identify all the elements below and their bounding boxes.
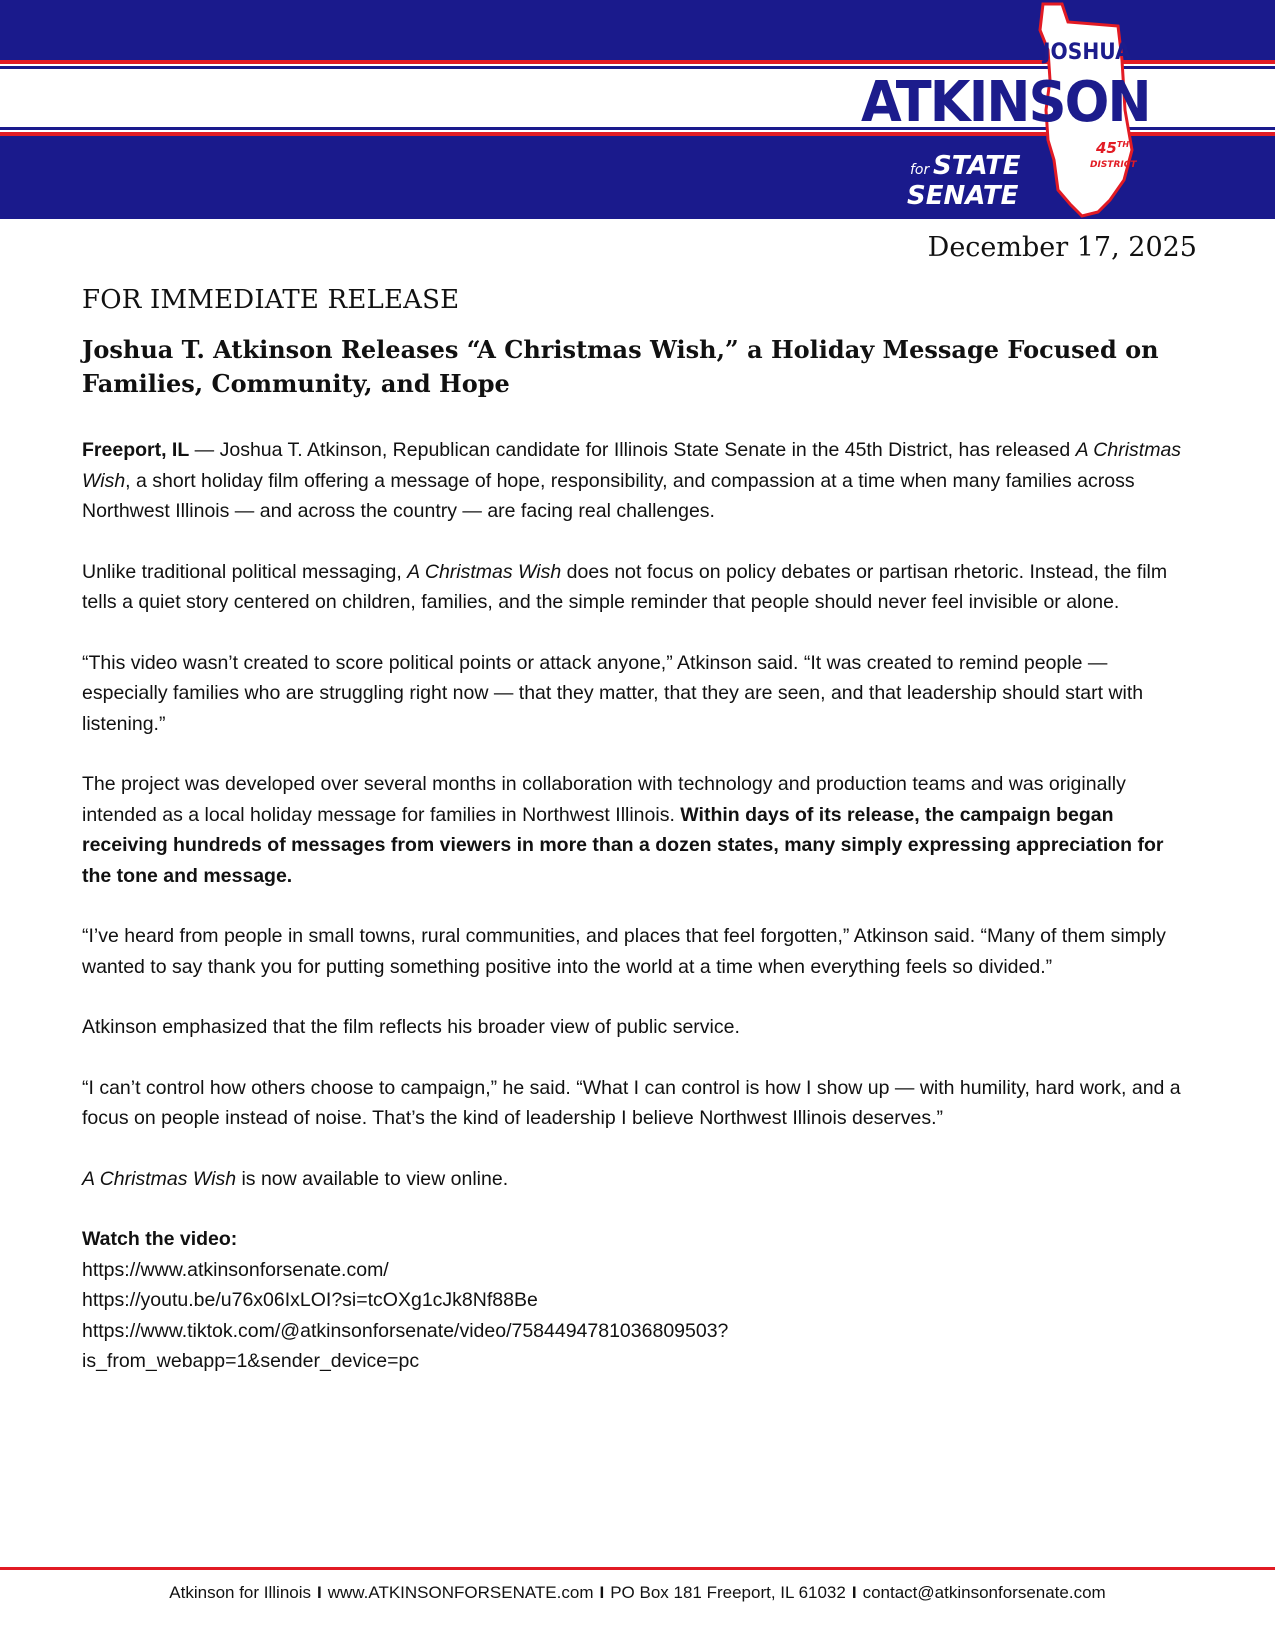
footer-separator: I <box>599 1583 605 1602</box>
logo-district-number: 45TH <box>1096 139 1130 157</box>
link-tiktok[interactable]: https://www.tiktok.com/@atkinsonforsenate/video/7584494781036809503? <box>82 1319 729 1342</box>
logo-state: STATE <box>933 151 1021 181</box>
release-label: FOR IMMEDIATE RELEASE <box>82 285 460 315</box>
header-banner <box>0 0 1275 219</box>
dateline: Freeport, IL <box>82 439 190 461</box>
footer-website[interactable]: www.ATKINSONFORSENATE.com <box>327 1583 594 1602</box>
paragraph-4: The project was developed over several months in collaboration with technology and production teams and was originally intended as a local holiday message for families in Northwest Illinois. Within days of its release, the campaign began receiving hundreds of messages from viewers in more than a dozen states, many simply expressing appreciation for the tone and message. <box>82 773 1164 887</box>
paragraph-5: “I’ve heard from people in small towns, rural communities, and places that feel forgotten,” Atkinson said. “Many of them simply wanted to say thank you for putting something positive into the world at a time when everything feels so divided.” <box>82 925 1166 978</box>
release-date: December 17, 2025 <box>927 232 1197 263</box>
watch-video-label: Watch the video: <box>82 1228 238 1250</box>
highlighted-text: Within days of its release, the campaign began receiving hundreds of messages from viewers in more than a dozen states, many simply expressing appreciation for the tone and message. <box>82 803 1164 887</box>
logo-district-label: DISTRICT <box>1090 160 1137 170</box>
paragraph-1: Freeport, IL — Joshua T. Atkinson, Republican candidate for Illinois State Senate in the 45th District, has released A Christmas Wish, a short holiday film offering a message of hope, responsibility, and compassion at a time when many families across Northwest Illinois — and across the country — are facing real challenges. <box>82 439 1182 522</box>
link-website[interactable]: https://www.atkinsonforsenate.com/ <box>82 1258 389 1281</box>
link-tiktok-continued[interactable]: is_from_webapp=1&sender_device=pc <box>82 1350 420 1372</box>
paragraph-6: Atkinson emphasized that the film reflects his broader view of public service. <box>82 1016 740 1038</box>
press-release-body <box>82 435 1192 1377</box>
logo-for: for <box>910 162 930 178</box>
paragraph-3: “This video wasn’t created to score political points or attack anyone,” Atkinson said. “It was created to remind people — especially families who are struggling right now — that they matter, that they are seen, and that leadership should start with listening.” <box>82 651 1144 735</box>
film-title: A Christmas Wish <box>82 1167 237 1190</box>
link-youtube[interactable]: https://youtu.be/u76x06IxLOI?si=tcOXg1cJk8Nf88Be <box>82 1289 538 1311</box>
logo-senate: SENATE <box>907 181 1019 211</box>
film-title: A Christmas Wish <box>407 560 562 583</box>
paragraph-7: “I can’t control how others choose to campaign,” he said. “What I can control is how I show up — with humility, hard work, and a focus on people instead of noise. That’s the kind of leadership I believe Northwest Illinois deserves.” <box>82 1076 1181 1129</box>
headline: Joshua T. Atkinson Releases “A Christmas Wish,” a Holiday Message Focused on Families, Community, and Hope <box>82 335 1159 398</box>
footer-org: Atkinson for Illinois <box>169 1583 312 1602</box>
paragraph-2: Unlike traditional political messaging, A Christmas Wish does not focus on policy debates or partisan rhetoric. Instead, the film tells a quiet story centered on children, families, and the simple reminder that people should never feel invisible or alone. <box>82 560 1168 613</box>
footer <box>0 1583 1275 1603</box>
footer-separator: I <box>317 1583 322 1602</box>
footer-email[interactable]: contact@atkinsonforsenate.com <box>862 1583 1106 1602</box>
footer-address: PO Box 181 Freeport, IL 61032 <box>610 1583 846 1602</box>
watch-video-section <box>82 1224 1192 1377</box>
logo-first-name: JOSHUA <box>1043 40 1131 65</box>
logo-last-name: ATKINSON <box>861 70 1150 135</box>
film-title: A Christmas Wish <box>82 439 1182 492</box>
footer-separator: I <box>851 1583 857 1602</box>
paragraph-8: A Christmas Wish is now available to view online. <box>82 1167 509 1190</box>
footer-divider <box>0 1567 1275 1570</box>
